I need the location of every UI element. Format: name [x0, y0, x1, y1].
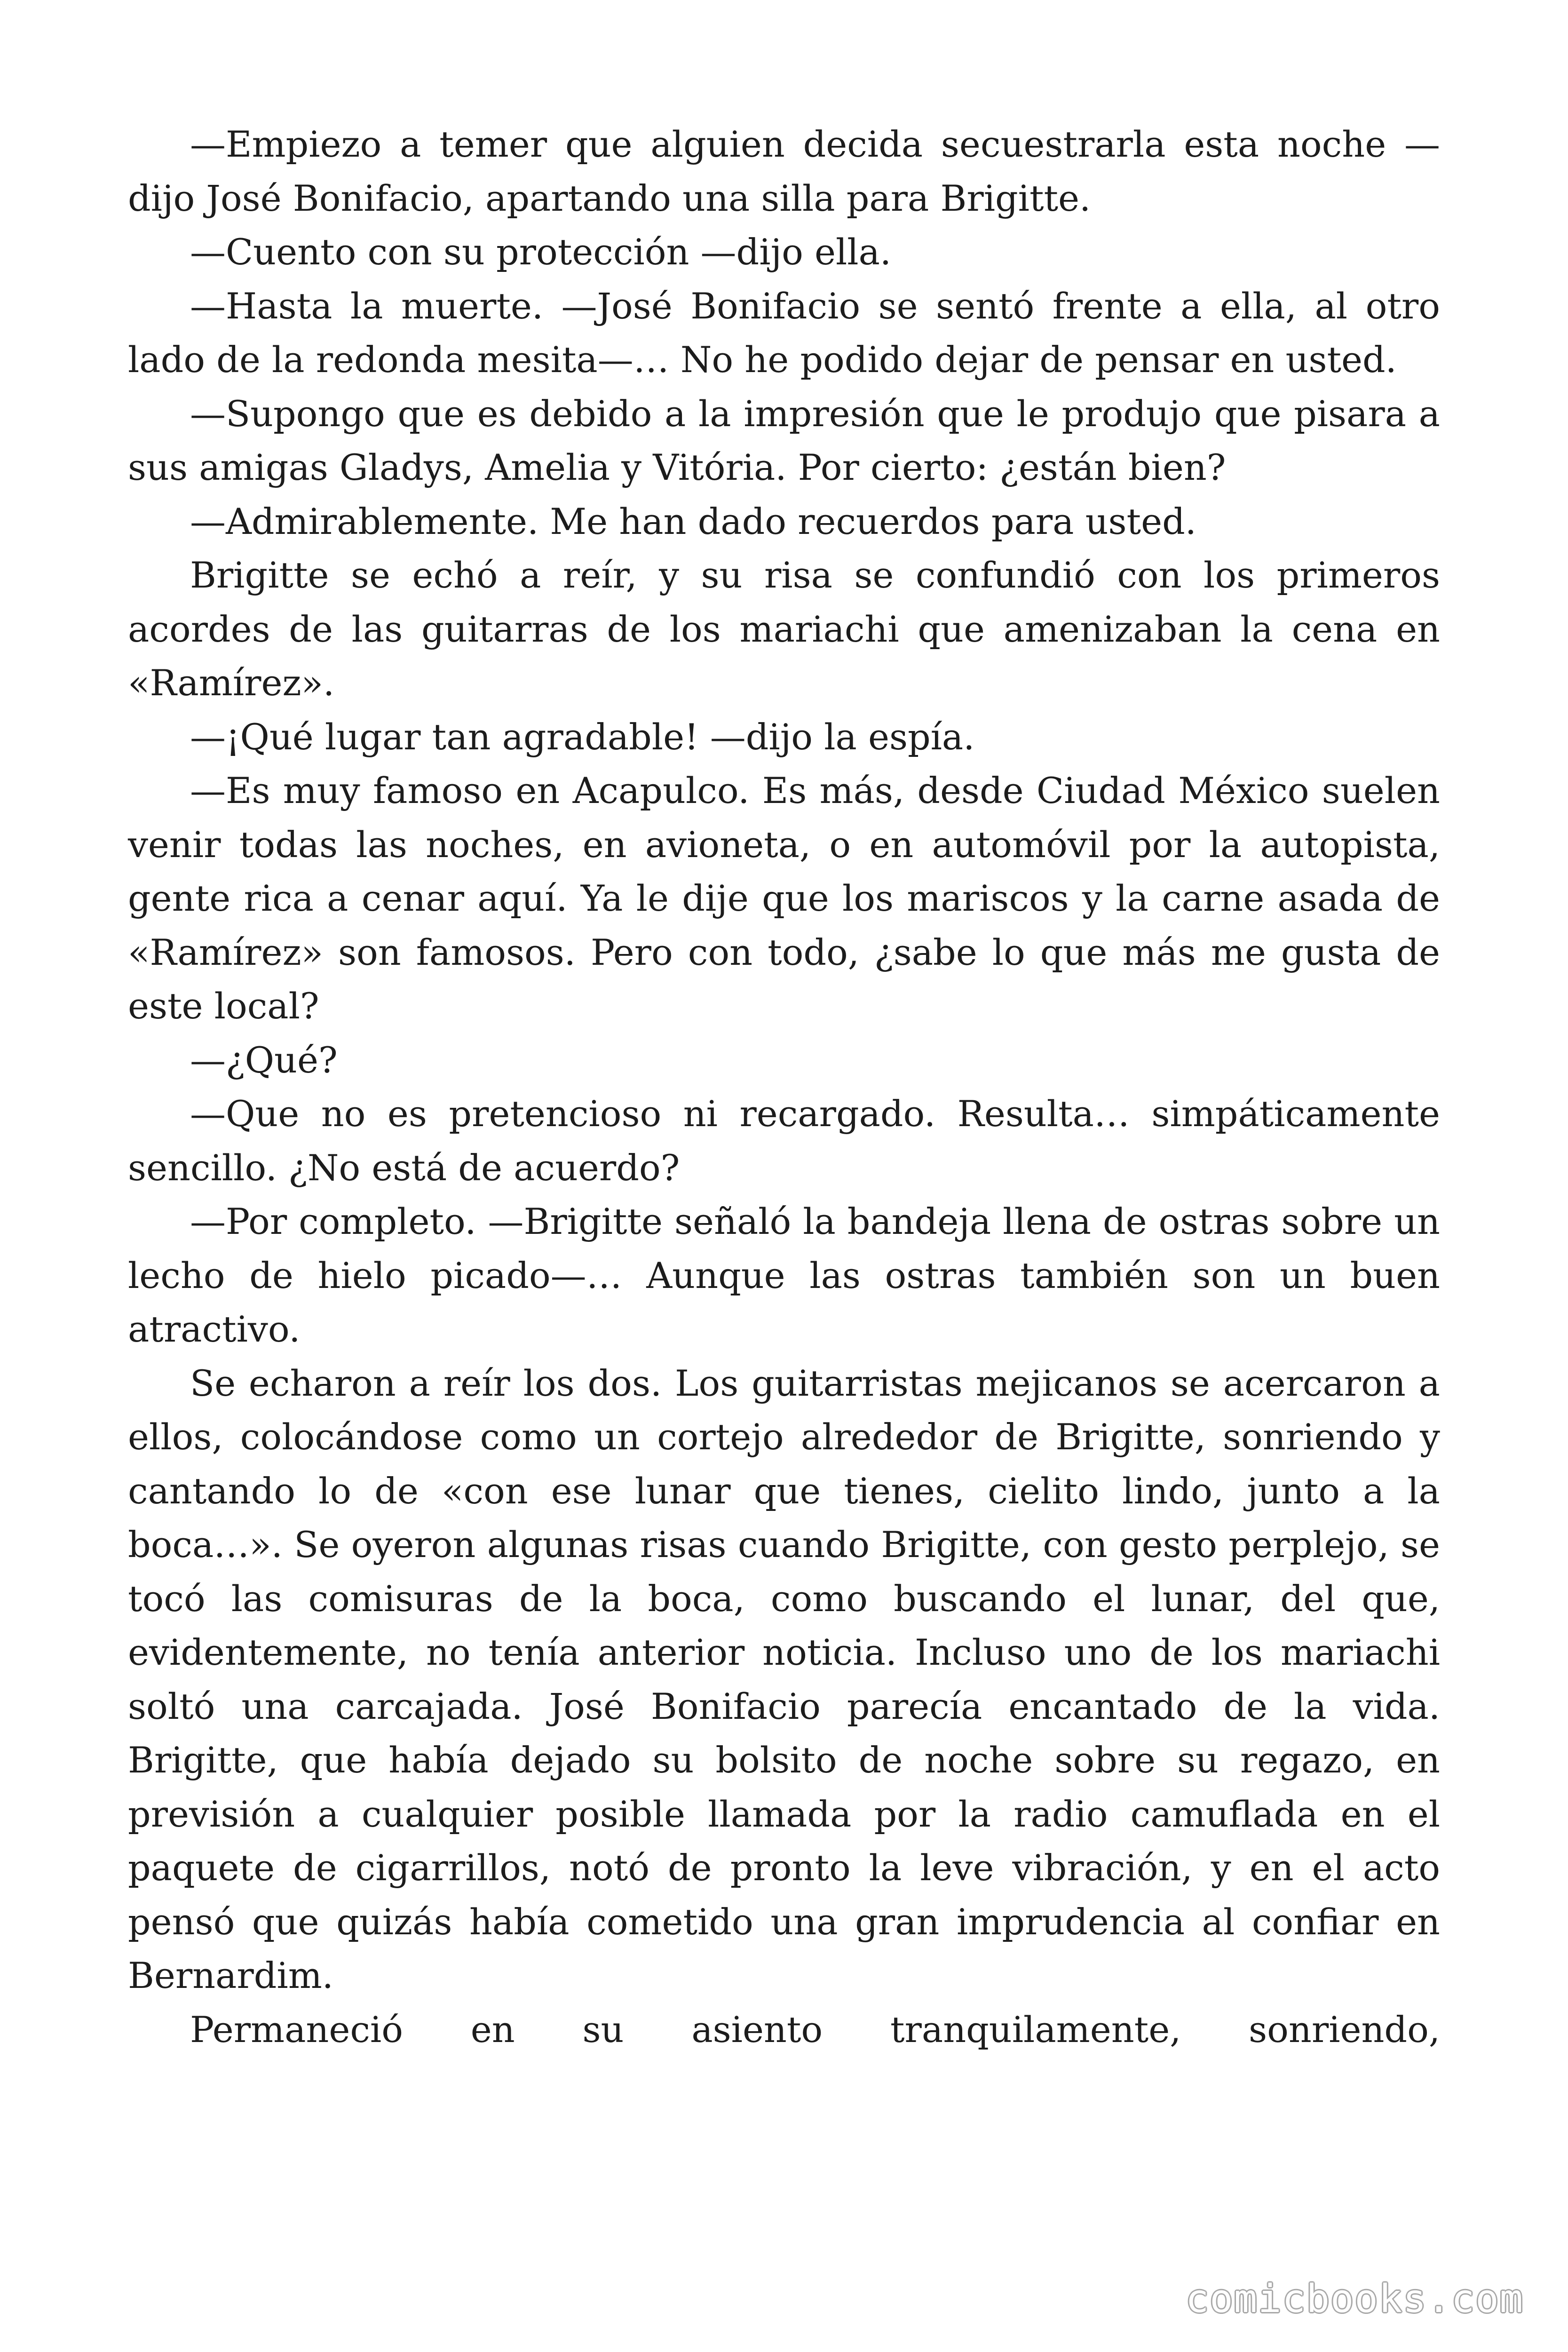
- paragraph: —Hasta la muerte. —José Bonifacio se sentó frente a ella, al otro lado de la redonda mesita—… No he podido dejar de pensar en usted.: [128, 285, 1440, 381]
- paragraph: Se echaron a reír los dos. Los guitarristas mejicanos se acercaron a ellos, colocándose como un cortejo alrededor de Brigitte, sonriendo y cantando lo de «con ese lunar que tienes, cielito lindo, junto a la boca…». Se oyeron algunas risas cuando Brigitte, con gesto perplejo, se tocó las comisuras de la boca, como buscando el lunar, del que, evidentemente, no tenía anterior noticia. Incluso uno de los mariachi soltó una carcajada. José Bonifacio parecía encantado de la vida. Brigitte, que había dejado su bolsito de noche sobre su regazo, en previsión a cualquier posible llamada por la radio camuflada en el paquete de cigarrillos, notó de pronto la leve vibración, y en el acto pensó que quizás había cometido una gran imprudencia al confiar en Bernardim.: [128, 1362, 1440, 1996]
- paragraph: —¡Qué lugar tan agradable! —dijo la espía.: [190, 715, 975, 758]
- paragraph: —Que no es pretencioso ni recargado. Resulta… simpáticamente sencillo. ¿No está de acuerdo?: [128, 1093, 1440, 1189]
- paragraph: —Empiezo a temer que alguien decida secuestrarla esta noche —dijo José Bonifacio, apartando una silla para Brigitte.: [128, 123, 1440, 219]
- paragraph: —Cuento con su protección —dijo ella.: [190, 231, 892, 273]
- paragraph: —¿Qué?: [190, 1039, 338, 1081]
- watermark-logo: comicbooks.com: [1185, 2277, 1524, 2321]
- paragraph: —Por completo. —Brigitte señaló la bandeja llena de ostras sobre un lecho de hielo picado—… Aunque las ostras también son un buen atractivo.: [128, 1200, 1440, 1350]
- paragraph: —Admirablemente. Me han dado recuerdos para usted.: [190, 500, 1196, 542]
- paragraph: —Es muy famoso en Acapulco. Es más, desde Ciudad México suelen venir todas las noches, en avioneta, o en automóvil por la autopista, gente rica a cenar aquí. Ya le dije que los mariscos y la carne asada de «Ramírez» son famosos. Pero con todo, ¿sabe lo que más me gusta de este local?: [128, 770, 1440, 1027]
- paragraph: Brigitte se echó a reír, y su risa se confundió con los primeros acordes de las guitarras de los mariachi que amenizaban la cena en «Ramírez».: [128, 554, 1440, 704]
- paragraph-continued: Permaneció en su asiento tranquilamente, sonriendo,: [190, 2008, 1440, 2050]
- paragraph: —Supongo que es debido a la impresión que le produjo que pisara a sus amigas Gladys, Amelia y Vitória. Por cierto: ¿están bien?: [128, 392, 1440, 488]
